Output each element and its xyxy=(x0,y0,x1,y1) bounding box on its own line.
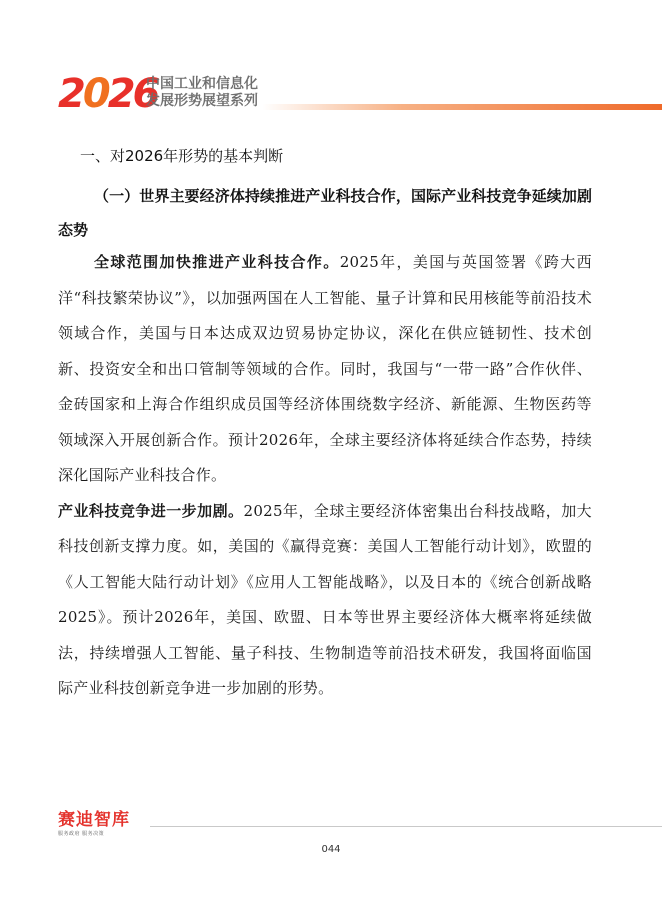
page-number: 044 xyxy=(321,844,341,855)
paragraph-lead: 全球范围加快推进产业科技合作。 xyxy=(94,253,340,271)
series-title-line2: 发展形势展望系列 xyxy=(146,93,258,109)
series-title-line1: 中国工业和信息化 xyxy=(146,76,258,92)
logo-2026 xyxy=(58,72,157,116)
paragraph-text: 2025年，美国与英国签署《跨大西洋“科技繁荣协议”》，以加强两国在人工智能、量子计算和民用核能等前沿技术领域合作，美国与日本达成双边贸易协定协议，深化在供应链韧性、技术创新、投资安全和出口管制等领域的合作。同时，我国与“一带一路”合作伙伴、金砖国家和上海合作组织成员国等经济体围绕数字经济、新能源、生物医药等领域深入开展创新合作。预计2026年，全球主要经济体将延续合作态势，持续深化国际产业科技合作。 xyxy=(58,253,592,484)
logo-year-suffix: 26 xyxy=(107,71,158,117)
paragraph-competition xyxy=(58,494,592,707)
paragraph-text: 2025年，全球主要经济体密集出台科技战略，加大科技创新支撑力度。如，美国的《赢得竞赛：美国人工智能行动计划》，欧盟的《人工智能大陆行动计划》《应用人工智能战略》，以及日本的《统合创新战略2025》。预计2026年，美国、欧盟、日本等世界主要经济体大概率将延续做法，持续增强人工智能、量子科技、生物制造等前沿技术研发，我国将面临国际产业科技创新竞争进一步加剧的形势。 xyxy=(58,501,592,697)
paragraph-lead: 产业科技竞争进一步加剧。 xyxy=(58,501,244,520)
logo-year-mid: 0 xyxy=(82,71,108,117)
footer-divider xyxy=(150,826,662,827)
sub-heading: （一）世界主要经济体持续推进产业科技合作，国际产业科技竞争延续加剧态势 xyxy=(58,187,592,239)
section-heading: 一、对2026年形势的基本判断 xyxy=(80,147,284,165)
footer-brand-logo: 赛迪智库 xyxy=(58,810,130,830)
body-text xyxy=(58,245,592,707)
footer-tagline: 服务政府 服务决策 xyxy=(58,831,105,837)
series-title xyxy=(146,76,258,110)
header-gradient-bar xyxy=(262,104,662,110)
paragraph-cooperation xyxy=(58,245,592,494)
logo-year-prefix: 2 xyxy=(58,71,83,117)
page-header xyxy=(0,0,662,130)
